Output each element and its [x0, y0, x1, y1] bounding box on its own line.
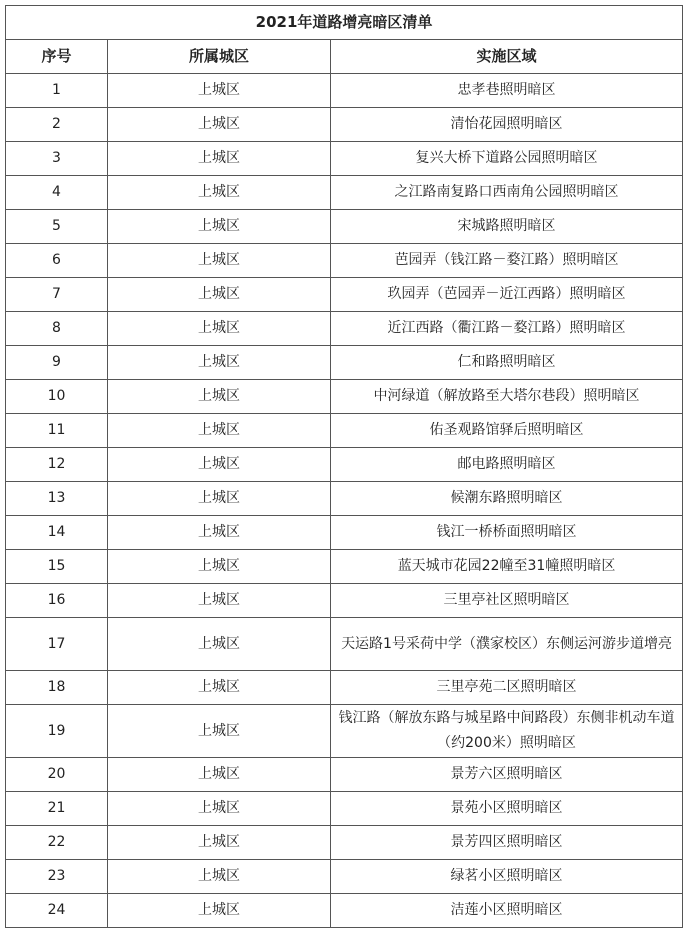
area-cell: 景芳六区照明暗区 [331, 758, 683, 792]
area-cell: 玖园弄（芭园弄－近江西路）照明暗区 [331, 278, 683, 312]
table-row [6, 584, 683, 618]
table-row [6, 671, 683, 705]
district-cell: 上城区 [108, 312, 331, 346]
header-serial-number: 序号 [6, 40, 108, 74]
serial-number-cell: 9 [6, 346, 108, 380]
serial-number-cell: 18 [6, 671, 108, 705]
serial-number-cell: 10 [6, 380, 108, 414]
area-cell: 景芳四区照明暗区 [331, 826, 683, 860]
header-area: 实施区域 [331, 40, 683, 74]
table-row [6, 550, 683, 584]
serial-number-cell: 12 [6, 448, 108, 482]
area-cell: 清怡花园照明暗区 [331, 108, 683, 142]
table-row [6, 758, 683, 792]
table-row [6, 860, 683, 894]
serial-number-cell: 15 [6, 550, 108, 584]
header-district: 所属城区 [108, 40, 331, 74]
table-row [6, 312, 683, 346]
table-row [6, 278, 683, 312]
table-row [6, 414, 683, 448]
district-cell: 上城区 [108, 618, 331, 671]
area-cell: 仁和路照明暗区 [331, 346, 683, 380]
area-cell: 天运路1号采荷中学（濮家校区）东侧运河游步道增亮 [331, 618, 683, 671]
area-cell: 近江西路（衢江路－婺江路）照明暗区 [331, 312, 683, 346]
title-row [6, 6, 683, 40]
table-row [6, 894, 683, 928]
district-cell: 上城区 [108, 278, 331, 312]
area-cell: 芭园弄（钱江路－婺江路）照明暗区 [331, 244, 683, 278]
district-cell: 上城区 [108, 826, 331, 860]
table-title: 2021年道路增亮暗区清单 [6, 6, 683, 40]
area-cell: 钱江路（解放东路与城星路中间路段）东侧非机动车道（约200米）照明暗区 [331, 705, 683, 758]
area-cell: 候潮东路照明暗区 [331, 482, 683, 516]
area-cell: 绿茗小区照明暗区 [331, 860, 683, 894]
district-cell: 上城区 [108, 142, 331, 176]
area-cell: 忠孝巷照明暗区 [331, 74, 683, 108]
serial-number-cell: 2 [6, 108, 108, 142]
serial-number-cell: 19 [6, 705, 108, 758]
table-row [6, 176, 683, 210]
table-row [6, 482, 683, 516]
serial-number-cell: 14 [6, 516, 108, 550]
area-cell: 钱江一桥桥面照明暗区 [331, 516, 683, 550]
district-cell: 上城区 [108, 671, 331, 705]
area-cell: 洁莲小区照明暗区 [331, 894, 683, 928]
table-row [6, 346, 683, 380]
serial-number-cell: 21 [6, 792, 108, 826]
district-cell: 上城区 [108, 448, 331, 482]
serial-number-cell: 11 [6, 414, 108, 448]
serial-number-cell: 20 [6, 758, 108, 792]
district-cell: 上城区 [108, 516, 331, 550]
area-cell: 宋城路照明暗区 [331, 210, 683, 244]
table-row [6, 74, 683, 108]
table-row [6, 826, 683, 860]
table-row [6, 448, 683, 482]
serial-number-cell: 7 [6, 278, 108, 312]
district-cell: 上城区 [108, 176, 331, 210]
area-cell: 佑圣观路馆驿后照明暗区 [331, 414, 683, 448]
serial-number-cell: 1 [6, 74, 108, 108]
serial-number-cell: 8 [6, 312, 108, 346]
area-cell: 三里亭社区照明暗区 [331, 584, 683, 618]
serial-number-cell: 22 [6, 826, 108, 860]
area-cell: 之江路南复路口西南角公园照明暗区 [331, 176, 683, 210]
area-cell: 三里亭苑二区照明暗区 [331, 671, 683, 705]
area-cell: 邮电路照明暗区 [331, 448, 683, 482]
serial-number-cell: 6 [6, 244, 108, 278]
table-row [6, 618, 683, 671]
serial-number-cell: 13 [6, 482, 108, 516]
header-row [6, 40, 683, 74]
district-cell: 上城区 [108, 758, 331, 792]
district-cell: 上城区 [108, 414, 331, 448]
district-cell: 上城区 [108, 860, 331, 894]
area-cell: 蓝天城市花园22幢至31幢照明暗区 [331, 550, 683, 584]
table-row [6, 108, 683, 142]
serial-number-cell: 3 [6, 142, 108, 176]
table-row [6, 705, 683, 758]
district-cell: 上城区 [108, 346, 331, 380]
district-cell: 上城区 [108, 74, 331, 108]
serial-number-cell: 16 [6, 584, 108, 618]
table-row [6, 142, 683, 176]
table-row [6, 244, 683, 278]
district-cell: 上城区 [108, 792, 331, 826]
table-row [6, 792, 683, 826]
district-cell: 上城区 [108, 550, 331, 584]
district-cell: 上城区 [108, 108, 331, 142]
table-row [6, 516, 683, 550]
district-cell: 上城区 [108, 584, 331, 618]
serial-number-cell: 23 [6, 860, 108, 894]
area-cell: 复兴大桥下道路公园照明暗区 [331, 142, 683, 176]
district-cell: 上城区 [108, 894, 331, 928]
serial-number-cell: 4 [6, 176, 108, 210]
district-cell: 上城区 [108, 705, 331, 758]
table-row [6, 380, 683, 414]
road-lighting-table [5, 5, 683, 928]
area-cell: 景苑小区照明暗区 [331, 792, 683, 826]
area-cell: 中河绿道（解放路至大塔尔巷段）照明暗区 [331, 380, 683, 414]
district-cell: 上城区 [108, 210, 331, 244]
table-row [6, 210, 683, 244]
serial-number-cell: 24 [6, 894, 108, 928]
district-cell: 上城区 [108, 482, 331, 516]
district-cell: 上城区 [108, 380, 331, 414]
serial-number-cell: 17 [6, 618, 108, 671]
serial-number-cell: 5 [6, 210, 108, 244]
district-cell: 上城区 [108, 244, 331, 278]
